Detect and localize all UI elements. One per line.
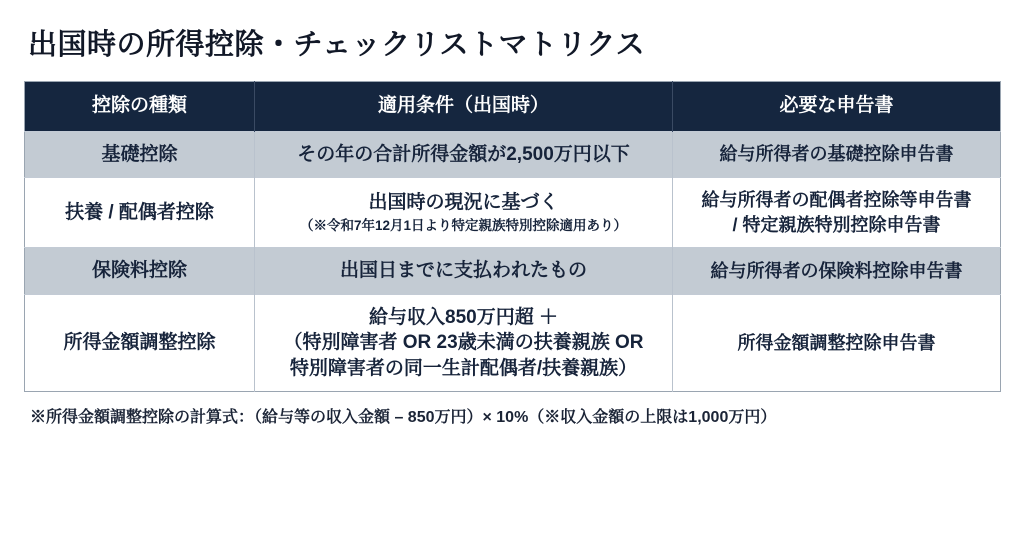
page-title: 出国時の所得控除・チェックリストマトリクス <box>28 29 646 61</box>
cell-condition <box>255 178 673 248</box>
table-row <box>25 178 1001 248</box>
cell-condition <box>255 131 673 178</box>
cell-document <box>673 131 1001 178</box>
cell-condition <box>255 247 673 294</box>
cell-document <box>673 294 1001 392</box>
cell-document-line: / 特定親族特別控除申告書 <box>732 214 941 235</box>
cell-condition-text: 出国日までに支払われたもの <box>339 259 587 281</box>
cell-kind: 基礎控除 <box>25 131 255 178</box>
cell-condition-line: （特別障害者 OR 23歳未満の扶養親族 OR <box>283 332 644 354</box>
column-header-document: 必要な申告書 <box>673 82 1001 132</box>
cell-document-line: 所得金額調整控除申告書 <box>737 332 936 353</box>
cell-document <box>673 247 1001 294</box>
cell-document-line: 給与所得者の配偶者控除等申告書 <box>701 190 972 211</box>
column-header-condition: 適用条件（出国時） <box>255 82 673 132</box>
cell-condition-text: 出国時の現況に基づく <box>368 191 559 213</box>
cell-condition-line: 特別障害者の同一生計配偶者/扶養親族） <box>289 357 638 379</box>
cell-condition-note: （※令和7年12月1日より特定親族特別控除適用あり） <box>299 218 628 234</box>
cell-kind: 保険料控除 <box>25 247 255 294</box>
deduction-matrix-table <box>24 81 1001 392</box>
cell-document <box>673 178 1001 248</box>
table-row <box>25 247 1001 294</box>
cell-condition <box>255 294 673 392</box>
cell-condition-line: 給与収入850万円超 ＋ <box>369 306 558 328</box>
column-header-kind: 控除の種類 <box>25 82 255 132</box>
table-row <box>25 131 1001 178</box>
cell-kind: 扶養 / 配偶者控除 <box>25 178 255 248</box>
cell-kind: 所得金額調整控除 <box>25 294 255 392</box>
table-row <box>25 294 1001 392</box>
cell-document-line: 給与所得者の基礎控除申告書 <box>719 144 954 165</box>
cell-document-line: 給与所得者の保険料控除申告書 <box>710 260 963 281</box>
cell-condition-text: その年の合計所得金額が2,500万円以下 <box>297 143 630 165</box>
table-header-row <box>25 82 1001 132</box>
footnote: ※所得金額調整控除の計算式：（給与等の収入金額 – 850万円）× 10%（※収入金額の上限は1,000万円） <box>30 409 777 427</box>
